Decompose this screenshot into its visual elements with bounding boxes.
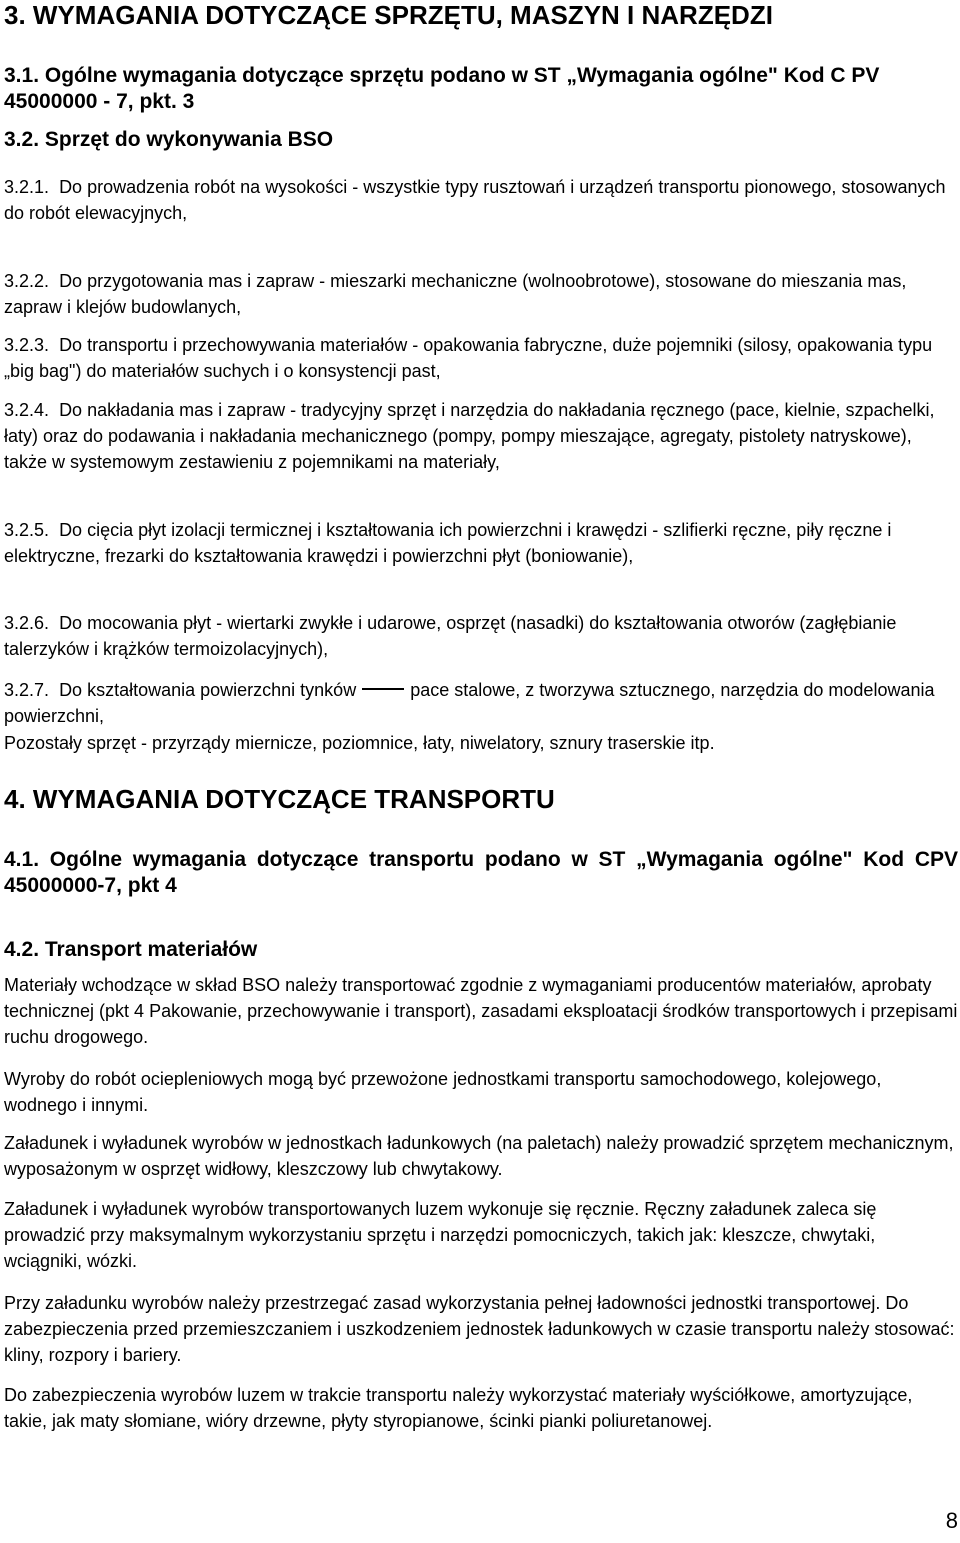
item-text-a: Do kształtowania powierzchni tynków [59, 680, 357, 700]
item-number: 3.2.2. [4, 271, 50, 291]
item-3-2-7 [4, 677, 958, 729]
section-4-heading: 4. WYMAGANIA DOTYCZĄCE TRANSPORTU [4, 784, 555, 814]
item-text: Do transportu i przechowywania materiałów - opakowania fabryczne, duże pojemniki (silosy, opakowania typu „big bag") do materiałów suchych i o konsystencji past, [4, 335, 933, 381]
section-3-heading: 3. WYMAGANIA DOTYCZĄCE SPRZĘTU, MASZYN I NARZĘDZI [4, 0, 773, 30]
paragraph-1: Materiały wchodzące w skład BSO należy transportować zgodnie z wymaganiami producentów materiałów, aprobaty technicznej (pkt 4 Pakowanie, przechowywanie i transport), zasadami eksploatacji środków transportowych i przepisami ruchu drogowego. [4, 975, 958, 1047]
item-3-2-5 [4, 517, 958, 569]
paragraph-5: Przy załadunku wyrobów należy przestrzegać zasad wykorzystania pełnej ładowności jednostki transportowej. Do zabezpieczenia przed przemieszczaniem i uszkodzeniem jednostek ładunkowych w czasie transportu należy stosować: kliny, rozpory i bariery. [4, 1293, 955, 1365]
paragraph-2: Wyroby do robót ociepleniowych mogą być przewożone jednostkami transportu samochodowego, kolejowego, wodnego i innymi. [4, 1069, 882, 1115]
other-equipment-line: Pozostały sprzęt - przyrządy miernicze, poziomnice, łaty, niwelatory, sznury traserskie itp. [4, 733, 715, 753]
item-number: 3.2.1. [4, 177, 50, 197]
item-3-2-3 [4, 332, 958, 384]
item-text: Do cięcia płyt izolacji termicznej i kształtowania ich powierzchni i krawędzi - szlifierki ręczne, piły ręczne i elektryczne, frezarki do kształtowania krawędzi i powierzchni płyt (boniowanie), [4, 520, 892, 566]
item-3-2-1 [4, 174, 958, 226]
paragraph-6: Do zabezpieczenia wyrobów luzem w trakcie transportu należy wykorzystać materiały wyściółkowe, amortyzujące, takie, jak maty słomiane, wióry drzewne, płyty styropianowe, ścinki pianki poliuretanowej. [4, 1385, 913, 1431]
item-number: 3.2.7. [4, 680, 50, 700]
page-number: 8 [945, 1508, 958, 1533]
section-3-1-heading: 3.1. Ogólne wymagania dotyczące sprzętu podano w ST „Wymagania ogólne" Kod C PV 45000000 - 7, pkt. 3 [4, 64, 880, 113]
item-number: 3.2.6. [4, 613, 50, 633]
section-3-2-heading: 3.2. Sprzęt do wykonywania BSO [4, 128, 334, 151]
item-text: Do prowadzenia robót na wysokości - wszystkie typy rusztowań i urządzeń transportu pionowego, stosowanych do robót elewacyjnych, [4, 177, 946, 223]
paragraph-3: Załadunek i wyładunek wyrobów w jednostkach ładunkowych (na paletach) należy prowadzić sprzętem mechanicznym, wyposażonym w osprzęt widłowy, kleszczowy lub chwytakowy. [4, 1133, 954, 1179]
item-text: Do przygotowania mas i zapraw - mieszarki mechaniczne (wolnoobrotowe), stosowane do mieszania mas, zapraw i klejów budowlanych, [4, 271, 907, 317]
item-text: Do nakładania mas i zapraw - tradycyjny sprzęt i narzędzia do nakładania ręcznego (pace, kielnie, szpachelki, łaty) oraz do podawania i nakładania mechanicznego (pompy, pompy mieszające, agregaty, pistolety natryskowe), także w systemowym zestawieniu z pojemnikami na materiały, [4, 400, 935, 472]
item-number: 3.2.3. [4, 335, 50, 355]
section-4-1-heading: 4.1. Ogólne wymagania dotyczące transportu podano w ST „Wymagania ogólne" Kod CPV 45000000-7, pkt 4 [4, 848, 958, 897]
section-4-2-heading: 4.2. Transport materiałów [4, 938, 258, 961]
em-dash-line [362, 688, 404, 690]
item-3-2-6 [4, 610, 958, 662]
paragraph-4: Załadunek i wyładunek wyrobów transportowanych luzem wykonuje się ręcznie. Ręczny załadunek zaleca się prowadzić przy maksymalnym wykorzystaniu sprzętu i narzędzi pomocniczych, takich jak: kleszcze, chwytaki, wciągniki, wózki. [4, 1199, 877, 1271]
item-number: 3.2.4. [4, 400, 50, 420]
item-text-b: pace stalowe, z tworzywa sztucznego, narzędzia do modelowania powierzchni, [4, 680, 935, 726]
item-3-2-2 [4, 268, 958, 320]
item-3-2-4 [4, 397, 958, 475]
item-text: Do mocowania płyt - wiertarki zwykłe i udarowe, osprzęt (nasadki) do kształtowania otworów (zagłębianie talerzyków i krążków termoizolacyjnych), [4, 613, 897, 659]
item-number: 3.2.5. [4, 520, 50, 540]
